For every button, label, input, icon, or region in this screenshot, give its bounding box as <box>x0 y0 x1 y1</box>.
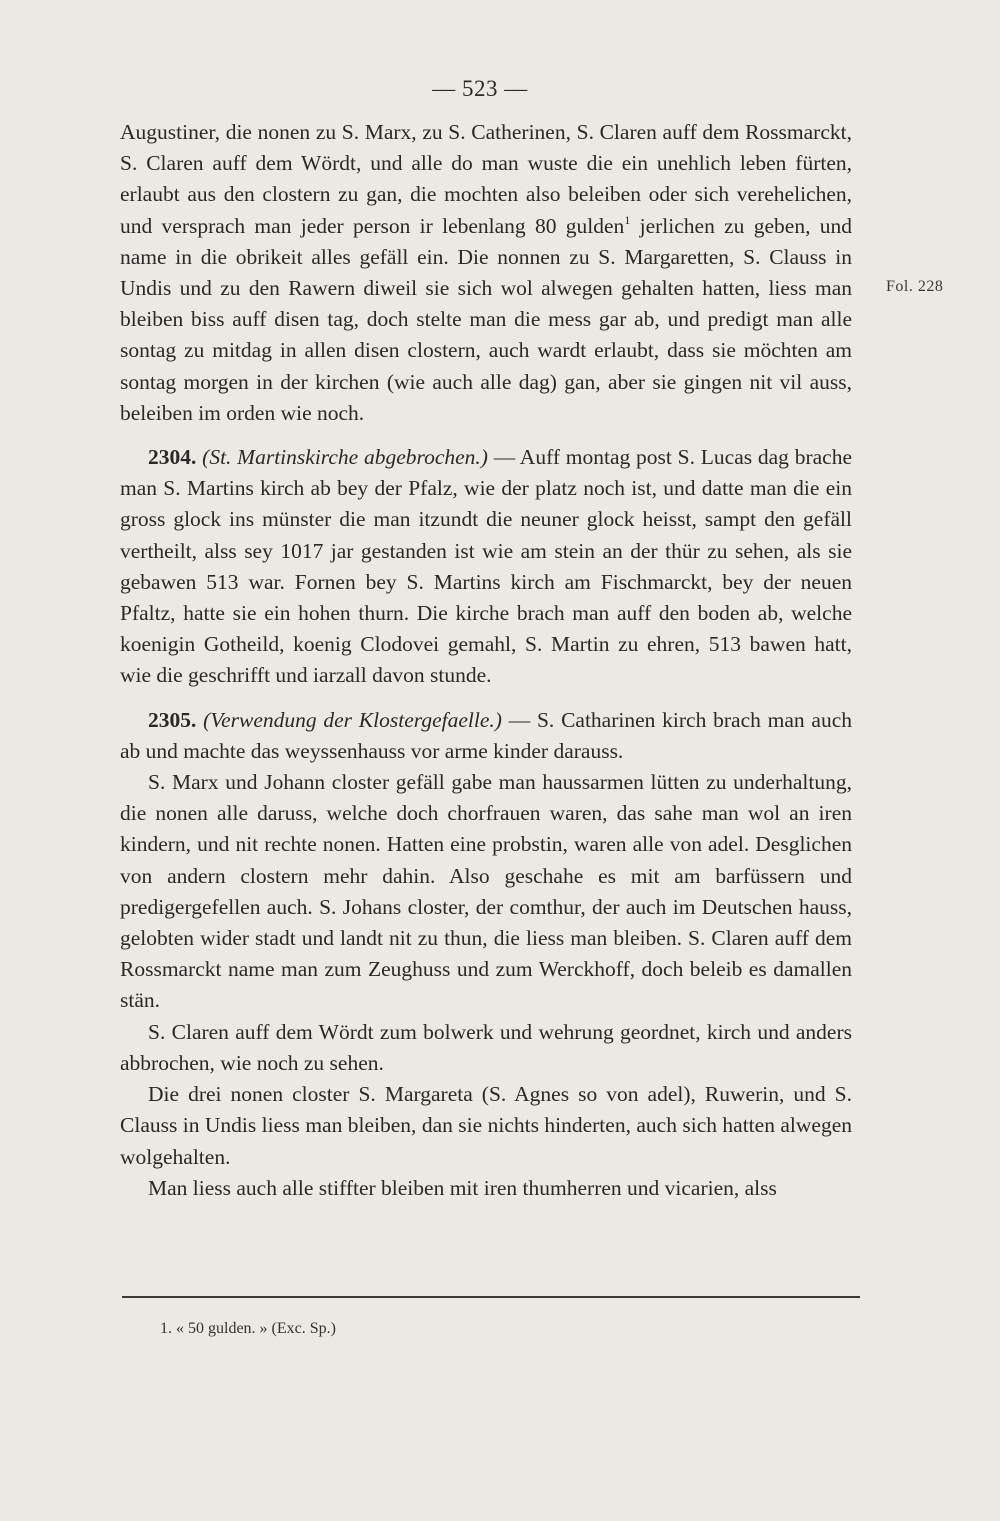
section-number: 2305. <box>148 707 197 732</box>
footnote-divider <box>122 1296 860 1298</box>
section-text: — Auff montag post S. Lucas dag brache man S. Martins kirch ab bey der Pfalz, wie der platz noch ist, und datte man die ein gross glock ins münster die man itzundt die neuner glock heisst, sampt den gefäll vertheilt, alss sey 1017 jar gestanden ist wie am stein an der thür zu sehen, als sie gebawen 513 war. Fornen bey S. Martins kirch am Fischmarckt, bey der neuen Pfaltz, hatte sie ein hohen thurn. Die kirche brach man auff den boden ab, welche koenigin Gotheild, koenig Clodovei gemahl, S. Martin zu ehren, 513 bawen hatt, wie die geschrifft und iarzall davon stunde. <box>120 445 852 688</box>
section-title: (St. Martinskirche abgebrochen.) <box>202 445 488 470</box>
section-text: — S. Catharinen kirch brach man auch ab und machte das weyssenhauss vor arme kinder darauss. <box>120 707 853 763</box>
section-2305 <box>120 705 852 767</box>
paragraph-text: Augustiner, die nonen zu S. Marx, zu S. Catherinen, S. Claren auff dem Rossmarckt, S. Claren auff dem Wördt, und alle do man wuste die ein unehlich leben fürten, erlaubt aus den clostern zu gan, die mochten also beleiben oder sich verehelichen, und versprach man jeder person ir lebenlang 80 gulden <box>120 120 852 238</box>
footnote: 1. « 50 gulden. » (Exc. Sp.) <box>160 1320 336 1337</box>
paragraph: Die drei nonen closter S. Margareta (S. Agnes so von adel), Ruwerin, und S. Clauss in Undis liess man bleiben, dan sie nichts hinderten, auch sich hatten alwegen wolgehalten. <box>120 1082 852 1169</box>
paragraph: Man liess auch alle stiffter bleiben mit iren thumherren und vicarien, alss <box>148 1175 777 1200</box>
paragraph-text: jerlichen zu geben, und name in die obrikeit alles gefäll ein. Die nonnen zu S. Margaretten, S. Clauss in Undis und zu den Rawern diweil sie sich wol alwegen gehalten hatten, liess man bleiben biss auff disen tag, doch stelte man die mess gar ab, und predigt man alle sontag zu mitdag in allen disen clostern, auch wardt erlaubt, dass sie möchten am sontag morgen in der kirchen (wie auch alle dag) gan, aber sie gingen nit vil auss, beleiben im orden wie noch. <box>120 213 853 425</box>
main-text <box>120 117 852 1204</box>
paragraph: S. Claren auff dem Wördt zum bolwerk und wehrung geordnet, kirch und anders abbrochen, wie noch zu sehen. <box>120 1019 852 1075</box>
paragraph: S. Marx und Johann closter gefäll gabe man haussarmen lütten zu underhaltung, die nonen alle daruss, welche doch chorfrauen waren, das sahe man wol an iren kindern, und nit rechte nonen. Hatten eine probstin, waren alle von adel. Desglichen von andern clostern mehr dahin. Also geschahe es mit am barfüssern und predigergefellen auch. S. Johans closter, der comthur, der auch im Deutschen hauss, gelobten wider stadt und landt nit zu thun, die liess man bleiben. S. Claren auff dem Rossmarckt name man zum Zeughuss und zum Werckhoff, doch beleib es damallen stän. <box>120 770 852 1013</box>
margin-folio-note: Fol. 228 <box>886 278 944 295</box>
paragraph-continuation <box>120 117 852 429</box>
section-title: (Verwendung der Klostergefaelle.) <box>203 707 502 732</box>
footnote-reference: 1 <box>624 212 631 227</box>
section-2304 <box>120 442 852 692</box>
page-number: — 523 — <box>432 76 528 101</box>
section-number: 2304. <box>148 445 197 470</box>
